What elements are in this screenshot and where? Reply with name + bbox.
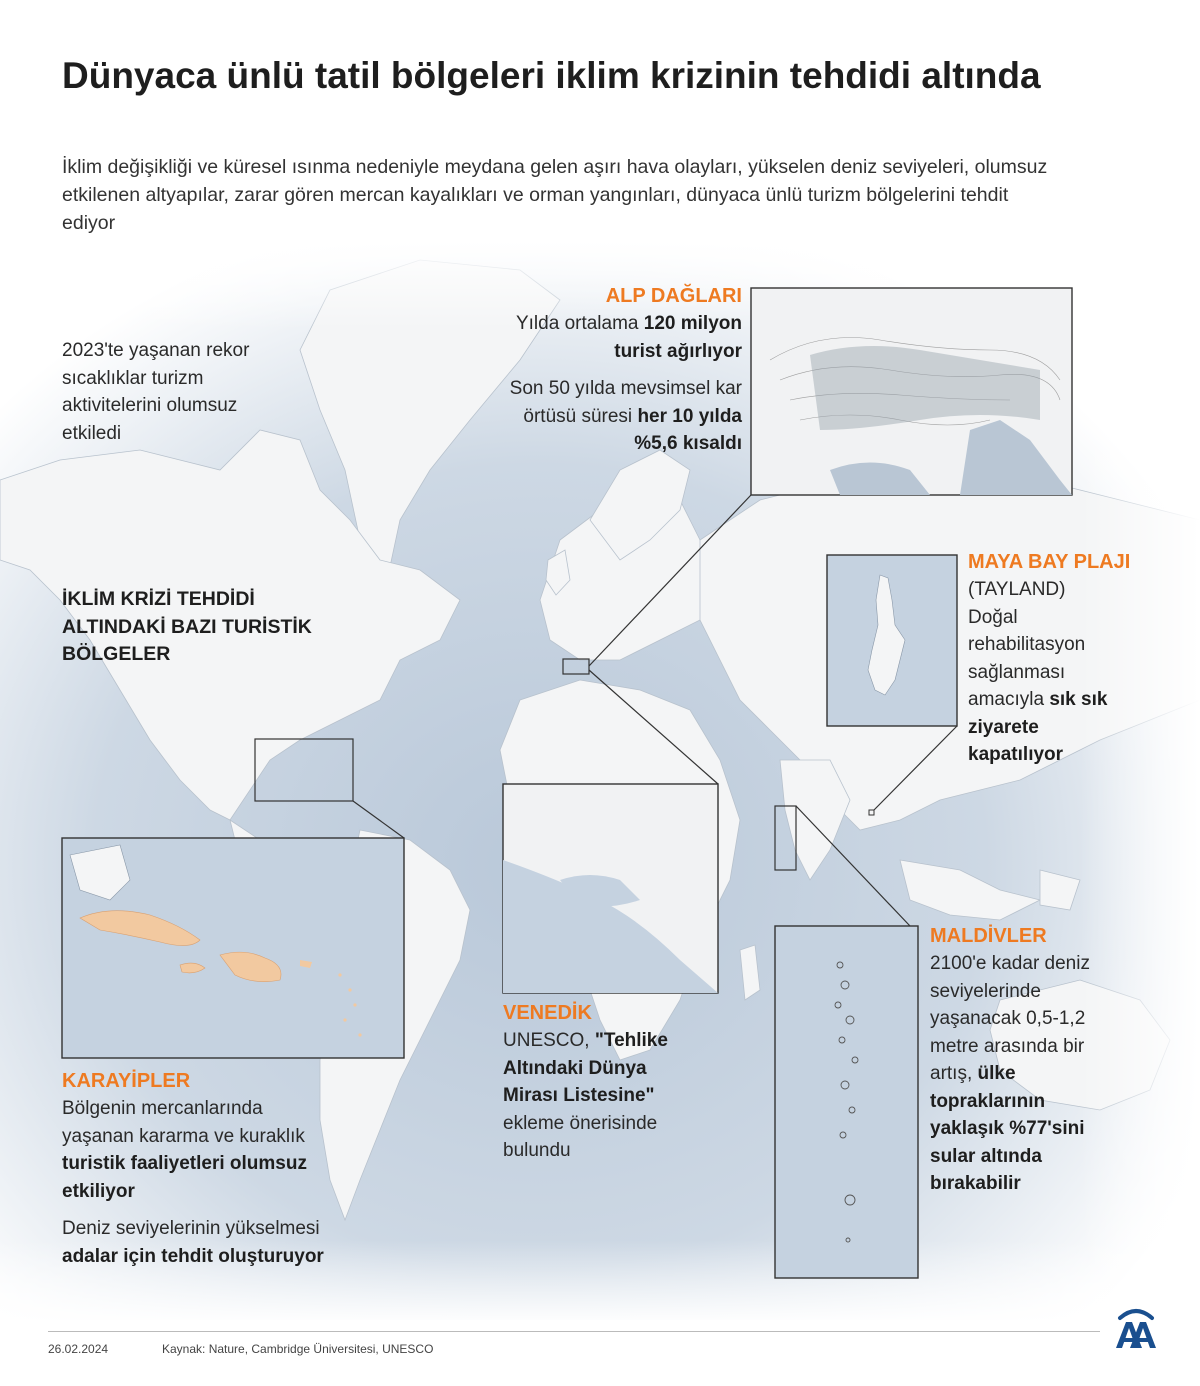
maya-bay-line: rehabilitasyon (968, 634, 1086, 655)
alps-bold: 120 milyon (643, 313, 742, 334)
maldives-bold: topraklarının (930, 1090, 1046, 1112)
caribbean-text: Bölgenin mercanlarında (62, 1098, 263, 1119)
footer-divider (48, 1331, 1100, 1332)
caribbean-inset-map (62, 838, 404, 1058)
maldives-bold: yaklaşık %77'sini (930, 1118, 1085, 1139)
venice-callout (503, 1000, 733, 1165)
page-subtitle: İklim değişikliği ve küresel ısınma nedeniyle meydana gelen aşırı hava olayları, yükselen deniz seviyeleri, olumsuz etkilenen altyapılar, zarar gören mercan kayalıkları ve orman yangınları, dünyaca ünlü turizm bölgelerini tehdit ediyor (62, 156, 1048, 234)
intro-note-line: etkiledi (62, 422, 122, 444)
intro-note-line: 2023'te yaşanan rekor (62, 340, 250, 361)
maya-bay-country: (TAYLAND) (968, 579, 1066, 600)
maldives-line (930, 1115, 1160, 1143)
alps-bold: turist ağırlıyor (614, 340, 742, 362)
maya-bay-callout (968, 549, 1188, 769)
maldives-title: MALDİVLER (930, 925, 1047, 947)
section-title-line: BÖLGELER (62, 643, 171, 665)
maldives-line (930, 1088, 1160, 1116)
page-title: Dünyaca ünlü tatil bölgeleri iklim krizinin tehdidi altında (62, 55, 1041, 96)
section-title-line: ALTINDAKİ BAZI TURİSTİK (62, 615, 312, 638)
maldives-bold: bırakabilir (930, 1173, 1021, 1194)
maya-bay-bold: ziyarete (968, 716, 1039, 738)
venice-inset-map (503, 784, 718, 993)
maldives-line (930, 1143, 1160, 1171)
maldives-callout (930, 923, 1160, 1198)
venice-bold: Altındaki Dünya (503, 1057, 647, 1079)
caribbean-text: yaşanan kararma ve kuraklık (62, 1125, 305, 1147)
caribbean-callout (62, 1068, 422, 1270)
alps-snow (420, 375, 742, 458)
caribbean-bold: turistik faaliyetleri olumsuz (62, 1153, 307, 1174)
alps-bold: her 10 yılda (637, 405, 742, 427)
maldives-line: 2100'e kadar deniz (930, 953, 1090, 974)
footer-date: 26.02.2024 (48, 1342, 109, 1356)
maldives-bold: sular altında (930, 1145, 1042, 1167)
intro-note (62, 337, 342, 447)
venice-bold: Mirası Listesine" (503, 1085, 655, 1106)
maya-bay-line: Doğal (968, 606, 1018, 628)
maldives-line (930, 1170, 1160, 1198)
venice-line: bulundu (503, 1140, 571, 1161)
maya-bay-bold: sık sık (1049, 689, 1108, 710)
intro-note-line: aktivitelerini olumsuz (62, 395, 238, 416)
alps-text: örtüsü süresi (523, 405, 638, 427)
alps-visitors (420, 310, 742, 365)
footer-source: Kaynak: Nature, Cambridge Üniversitesi, UNESCO (162, 1342, 434, 1356)
alps-inset-map (751, 288, 1072, 495)
alps-callout (420, 283, 742, 458)
maya-bay-line (968, 686, 1188, 714)
maldives-text: artış, (930, 1063, 978, 1084)
alps-text: Yılda ortalama (515, 313, 644, 334)
maldives-bold: ülke (977, 1063, 1016, 1084)
intro-note-line: sıcaklıklar turizm (62, 367, 204, 389)
caribbean-title: KARAYİPLER (62, 1070, 191, 1092)
maldives-inset-map (775, 926, 918, 1278)
caribbean-text: Deniz seviyelerinin yükselmesi (62, 1218, 320, 1239)
caribbean-bold: adalar için tehdit oluşturuyor (62, 1245, 324, 1267)
venice-title: VENEDİK (503, 1002, 592, 1024)
venice-line: ekleme önerisinde (503, 1112, 658, 1134)
section-title (62, 586, 382, 669)
maya-bay-line (968, 741, 1188, 769)
maldives-line: metre arasında bir (930, 1035, 1085, 1057)
alps-text: Son 50 yılda mevsimsel kar (509, 378, 742, 399)
venice-line (503, 1027, 733, 1055)
venice-line (503, 1055, 733, 1083)
maldives-line: seviyelerinde (930, 980, 1041, 1002)
alps-bold: %5,6 kısaldı (634, 433, 742, 454)
maya-bay-bold: kapatılıyor (968, 744, 1064, 765)
maya-bay-title: MAYA BAY PLAJI (968, 551, 1131, 573)
alps-title: ALP DAĞLARI (605, 285, 742, 307)
maya-bay-text: amacıyla (968, 689, 1050, 710)
venice-text: UNESCO, (503, 1030, 595, 1051)
venice-bold: "Tehlike (594, 1030, 668, 1051)
caribbean-coral (62, 1095, 422, 1205)
section-title-line: İKLİM KRİZİ TEHDİDİ (62, 588, 255, 610)
maya-bay-inset-map (827, 555, 957, 726)
maya-bay-line: sağlanması (968, 661, 1066, 683)
maya-bay-line (968, 714, 1188, 742)
maldives-line (930, 1060, 1160, 1088)
aa-logo-icon (1112, 1304, 1160, 1350)
caribbean-bold: etkiliyor (62, 1180, 135, 1202)
venice-line (503, 1082, 733, 1110)
caribbean-sea-level (62, 1215, 422, 1270)
maldives-line: yaşanacak 0,5-1,2 (930, 1008, 1086, 1029)
